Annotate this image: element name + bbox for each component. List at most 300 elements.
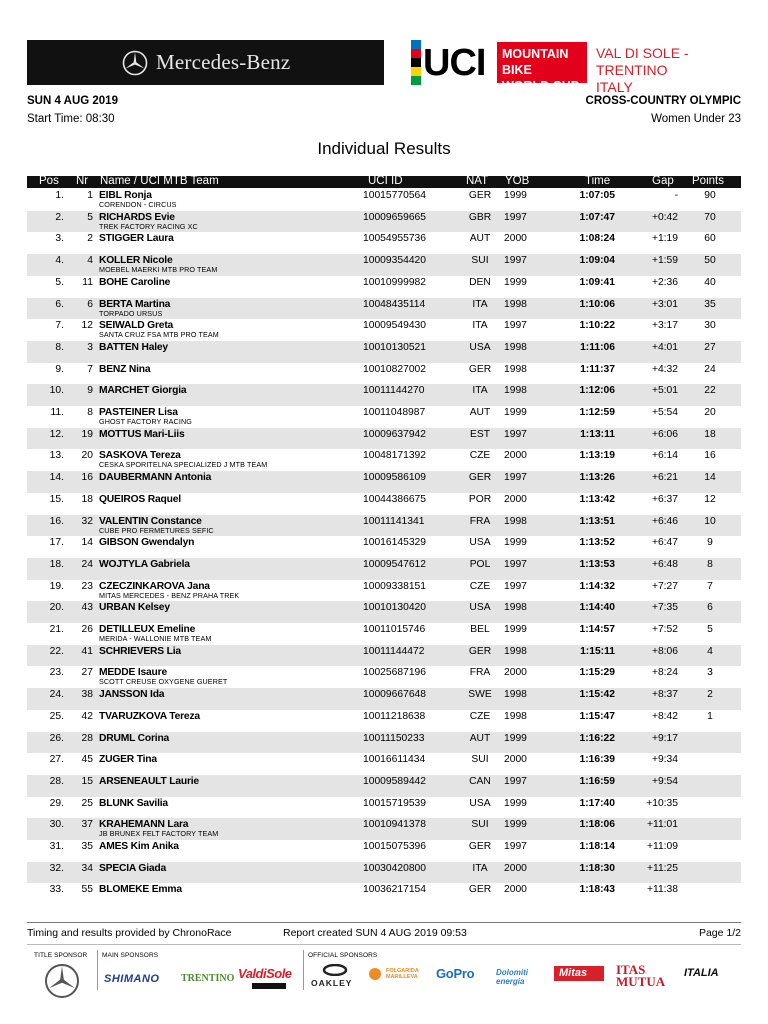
cell-uci-id: 10011141341 [363, 515, 425, 527]
cell-race-time: 1:12:59 [579, 407, 615, 418]
cell-nationality: AUT [469, 233, 491, 245]
cell-pos: 15. [49, 493, 64, 505]
table-row [27, 276, 741, 298]
cell-points: 18 [704, 428, 716, 440]
cell-nationality: GBR [468, 211, 492, 223]
cell-rider-name: DETILLEUX Emeline [99, 624, 196, 635]
cell-nationality: POR [468, 493, 492, 505]
cell-race-time: 1:15:47 [579, 710, 615, 722]
cell-rider-name: CZECZINKAROVA Jana [99, 580, 210, 592]
cell-pos: 5. [55, 276, 64, 288]
cell-uci-id: 10030420800 [363, 862, 426, 874]
cell-pos: 10. [49, 385, 64, 397]
cell-time-gap: +11:38 [646, 884, 678, 896]
cell-race-time: 1:18:30 [579, 862, 615, 874]
table-row [27, 493, 741, 515]
cell-rider-name: KOLLER Nicole [99, 255, 173, 267]
cell-time-gap: +6:48 [651, 558, 678, 570]
cell-rider-name: BLUNK Savilia [99, 797, 168, 809]
col-time: Time [585, 175, 611, 187]
table-row [27, 298, 741, 320]
cell-nr: 15 [81, 775, 93, 787]
table-row [27, 732, 741, 754]
cell-nr: 45 [81, 754, 93, 766]
itas-logo: ITAS MUTUA [616, 962, 666, 989]
cell-year-of-birth: 1997 [504, 428, 527, 440]
cell-year-of-birth: 2000 [504, 233, 527, 245]
cell-pos: 9. [55, 363, 64, 375]
cell-uci-id: 10009338151 [363, 580, 426, 592]
cell-rider-name: ARSENEAULT Laurie [99, 775, 199, 787]
header-banner [27, 40, 741, 95]
cell-nationality: FRA [469, 667, 491, 679]
cell-points: 6 [707, 602, 713, 614]
cell-uci-id: 10048171392 [363, 450, 426, 462]
cell-pos: 7. [55, 320, 64, 332]
cell-rider-name: SASKOVA Tereza [99, 450, 181, 462]
cell-uci-id: 10011048987 [363, 407, 426, 418]
table-row [27, 254, 741, 276]
series-line-2: WORLD CUP [502, 79, 580, 93]
cell-nationality: GER [468, 190, 492, 201]
cell-nr: 2 [87, 233, 93, 245]
cell-rider-name: JANSSON Ida [99, 689, 165, 701]
cell-pos: 13. [49, 450, 64, 462]
cell-rider-name: ZUGER Tina [99, 754, 157, 766]
cell-uci-id: 10010130521 [363, 341, 426, 353]
cell-rider-name: BERTA Martina [99, 298, 171, 310]
cell-time-gap: +9:17 [651, 732, 678, 744]
venue [596, 45, 741, 96]
cell-pos: 1. [55, 190, 64, 201]
col-uci-id: UCI ID [368, 175, 403, 187]
cell-race-time: 1:13:51 [579, 515, 615, 527]
cell-pos: 20. [49, 602, 64, 614]
cell-uci-id: 10011015746 [363, 624, 426, 635]
cell-race-time: 1:14:32 [579, 580, 615, 592]
title-sponsor-label: TITLE SPONSOR [34, 952, 88, 959]
col-nr: Nr [76, 175, 89, 187]
cell-nr: 42 [81, 710, 93, 722]
cell-year-of-birth: 1999 [504, 407, 527, 418]
cell-rider-name: BLOMEKE Emma [99, 884, 182, 896]
oakley-ellipse-icon [322, 964, 348, 976]
table-row [27, 515, 741, 537]
cell-points: 30 [704, 320, 716, 332]
cell-pos: 25. [49, 710, 64, 722]
cell-nr: 8 [87, 407, 93, 418]
cell-uci-id: 10011150233 [363, 732, 425, 744]
cell-rider-name: TVARUZKOVA Tereza [99, 710, 200, 722]
cell-rider-team: JB BRUNEX FELT FACTORY TEAM [99, 829, 219, 839]
series-line-1: MOUNTAIN BIKE [502, 47, 569, 77]
cell-points: 4 [707, 645, 713, 657]
cell-rider-name: MEDDE Isaure [99, 667, 167, 679]
cell-time-gap: +7:52 [651, 624, 678, 635]
cell-points: 2 [707, 689, 713, 701]
sponsor-separator [97, 950, 98, 990]
mercedes-logo [27, 50, 382, 76]
cell-points: 9 [707, 537, 713, 549]
cell-time-gap: +10:35 [646, 797, 678, 809]
cell-time-gap: +7:27 [651, 580, 678, 592]
cell-race-time: 1:13:19 [579, 450, 615, 462]
cell-nationality: ITA [472, 862, 488, 874]
cell-rider-name: RICHARDS Evie [99, 211, 175, 223]
cell-points: 70 [704, 211, 716, 223]
cell-time-gap: +8:37 [651, 689, 678, 701]
cell-uci-id: 10009659665 [363, 211, 426, 223]
mercedes-star-sponsor-icon [44, 963, 80, 999]
cell-nr: 35 [81, 841, 93, 852]
cell-race-time: 1:16:22 [579, 732, 615, 744]
cell-race-time: 1:09:04 [579, 255, 615, 267]
cell-nr: 32 [81, 515, 93, 527]
cell-race-time: 1:18:43 [579, 884, 615, 896]
cell-pos: 30. [49, 819, 64, 831]
cell-rider-team: CUBE PRO FERMETURES SEFIC [99, 525, 214, 535]
cell-year-of-birth: 1997 [504, 472, 527, 484]
cell-nationality: SUI [471, 819, 489, 831]
cell-year-of-birth: 1999 [504, 190, 527, 201]
cell-rider-name: BENZ Nina [99, 363, 151, 375]
cell-race-time: 1:09:41 [579, 276, 615, 288]
cell-nationality: GER [468, 363, 492, 375]
cell-race-time: 1:14:40 [579, 602, 615, 614]
cell-year-of-birth: 1999 [504, 797, 527, 809]
italia-logo: ITALIA [684, 967, 719, 979]
cell-year-of-birth: 1997 [504, 558, 527, 570]
table-row [27, 558, 741, 580]
cell-nr: 9 [87, 385, 93, 397]
cell-uci-id: 10016145329 [363, 537, 426, 549]
cell-nationality: USA [469, 602, 491, 614]
cell-nr: 3 [87, 341, 93, 353]
cell-nationality: USA [469, 341, 491, 353]
cell-nr: 55 [81, 884, 93, 896]
cell-time-gap: +4:32 [651, 363, 678, 375]
cell-year-of-birth: 1998 [504, 515, 527, 527]
cell-year-of-birth: 1997 [504, 841, 527, 852]
cell-year-of-birth: 2000 [504, 493, 527, 505]
cell-rider-name: VALENTIN Constance [99, 515, 202, 527]
cell-time-gap: +3:01 [651, 298, 678, 310]
cell-uci-id: 10011144472 [363, 645, 425, 657]
cell-uci-id: 10009667648 [363, 689, 426, 701]
table-row [27, 341, 741, 363]
cell-uci-id: 10009589442 [363, 775, 426, 787]
cell-time-gap: +6:37 [651, 493, 678, 505]
cell-year-of-birth: 2000 [504, 862, 527, 874]
cell-time-gap: +8:06 [651, 645, 678, 657]
cell-time-gap: +3:17 [651, 320, 678, 332]
cell-points: 50 [704, 255, 716, 267]
cell-uci-id: 10011144270 [363, 385, 425, 397]
cell-nationality: AUT [469, 407, 491, 418]
cell-rider-team: MITAS MERCEDES - BENZ PRAHA TREK [99, 590, 240, 600]
cell-rider-team: MERIDA - WALLONIE MTB TEAM [99, 634, 212, 643]
cell-nr: 16 [81, 472, 93, 484]
cell-nationality: FRA [469, 515, 491, 527]
cell-rider-name: SPECIA Giada [99, 862, 167, 874]
trentino-logo: TRENTINO [181, 973, 235, 984]
cell-pos: 33. [49, 884, 64, 896]
table-row [27, 753, 741, 775]
table-row [27, 775, 741, 797]
cell-time-gap: +11:01 [646, 819, 678, 831]
cell-year-of-birth: 2000 [504, 884, 527, 896]
cell-uci-id: 10025687196 [363, 667, 426, 679]
col-points: Points [692, 175, 724, 187]
cell-time-gap: +1:59 [651, 255, 678, 267]
cell-nationality: ITA [472, 320, 488, 332]
valdisole-bar [252, 983, 286, 989]
cell-time-gap: - [674, 190, 678, 201]
cell-year-of-birth: 2000 [504, 667, 527, 679]
table-row [27, 471, 741, 493]
main-sponsors-label: MAIN SPONSORS [102, 952, 159, 959]
cell-uci-id: 10010827002 [363, 363, 426, 375]
cell-pos: 19. [49, 580, 64, 592]
cell-points: 10 [704, 515, 716, 527]
cell-year-of-birth: 1998 [504, 602, 527, 614]
cell-race-time: 1:18:06 [579, 819, 615, 831]
cell-nr: 23 [81, 580, 93, 592]
table-row [27, 406, 741, 428]
cell-pos: 12. [49, 428, 64, 440]
cell-uci-id: 10009354420 [363, 255, 426, 267]
cell-rider-name: STIGGER Laura [99, 233, 174, 245]
cell-pos: 27. [49, 754, 64, 766]
cell-time-gap: +9:54 [651, 775, 678, 787]
cell-uci-id: 10015075396 [363, 841, 426, 852]
cell-rider-name: DAUBERMANN Antonia [99, 472, 212, 484]
cell-nr: 12 [81, 320, 93, 332]
cell-rider-name: DRUML Corina [99, 732, 170, 744]
valdisole-logo: ValdiSole [238, 966, 292, 981]
cell-nationality: CZE [469, 450, 491, 462]
timing-credit: Timing and results provided by ChronoRace [27, 927, 232, 939]
table-row [27, 319, 741, 341]
cell-nr: 4 [87, 255, 93, 267]
shimano-logo: SHIMANO [104, 973, 160, 985]
cell-race-time: 1:17:40 [579, 797, 615, 809]
table-row [27, 797, 741, 819]
col-pos: Pos [39, 175, 59, 187]
cell-points: 90 [704, 190, 716, 201]
cell-time-gap: +6:14 [651, 450, 678, 462]
cell-rider-name: WOJTYLA Gabriela [99, 558, 190, 570]
cell-pos: 24. [49, 689, 64, 701]
cell-race-time: 1:15:42 [579, 689, 615, 701]
cell-pos: 18. [49, 558, 64, 570]
cell-rider-team: SANTA CRUZ FSA MTB PRO TEAM [99, 330, 219, 340]
cell-nr: 14 [81, 537, 93, 549]
cell-nationality: GER [468, 841, 492, 852]
cell-year-of-birth: 1998 [504, 363, 527, 375]
cell-pos: 14. [49, 472, 64, 484]
cell-year-of-birth: 1998 [504, 385, 527, 397]
cell-rider-name: MARCHET Giorgia [99, 385, 187, 397]
cell-points: 16 [704, 450, 716, 462]
cell-uci-id: 10036217154 [363, 884, 426, 896]
table-row [27, 862, 741, 884]
table-row [27, 363, 741, 385]
cell-nr: 5 [87, 211, 93, 223]
cell-year-of-birth: 1999 [504, 537, 527, 549]
cell-nationality: SWE [468, 689, 492, 701]
cell-uci-id: 10016611434 [363, 754, 426, 766]
cell-uci-id: 10009637942 [363, 428, 426, 440]
cell-nationality: GER [468, 645, 492, 657]
cell-nationality: EST [469, 428, 491, 440]
table-row [27, 623, 741, 645]
cell-pos: 3. [55, 233, 64, 245]
cell-rider-team: CORENDON - CIRCUS [99, 200, 177, 209]
cell-race-time: 1:11:06 [580, 341, 615, 353]
mercedes-star-icon [122, 50, 148, 76]
cell-pos: 17. [49, 537, 64, 549]
cell-time-gap: +5:01 [651, 385, 678, 397]
table-row [27, 211, 741, 233]
cell-nr: 11 [82, 276, 93, 288]
cell-nationality: GER [468, 884, 492, 896]
table-row [27, 428, 741, 450]
cell-time-gap: +2:36 [651, 276, 678, 288]
cell-rider-team: MOEBEL MAERKI MTB PRO TEAM [99, 265, 218, 275]
cell-time-gap: +0:42 [651, 211, 678, 223]
table-row [27, 601, 741, 623]
cell-time-gap: +4:01 [651, 341, 678, 353]
cell-race-time: 1:14:57 [579, 624, 615, 635]
mitas-logo: Mitas [559, 967, 588, 979]
cell-nationality: AUT [469, 732, 491, 744]
cell-pos: 28. [49, 775, 64, 787]
cell-year-of-birth: 1997 [504, 255, 527, 267]
cell-pos: 2. [55, 211, 64, 223]
cell-pos: 31. [49, 841, 64, 852]
cell-nr: 6 [87, 298, 93, 310]
cell-nr: 41 [81, 645, 93, 657]
folgarida-flower-icon [368, 967, 382, 981]
cell-pos: 22. [49, 645, 64, 657]
cell-uci-id: 10011218638 [363, 710, 426, 722]
cell-nationality: POL [469, 558, 491, 570]
cell-nr: 19 [81, 428, 93, 440]
cell-uci-id: 10009547612 [363, 558, 426, 570]
cell-nr: 7 [87, 363, 93, 375]
footer-divider [27, 922, 741, 923]
cell-rider-name: SCHRIEVERS Lia [99, 645, 181, 657]
table-row [27, 384, 741, 406]
cell-nationality: SUI [471, 754, 489, 766]
page-number: Page 1/2 [698, 927, 741, 939]
cell-rider-name: QUEIROS Raquel [99, 493, 181, 505]
cell-year-of-birth: 1998 [504, 645, 527, 657]
cell-pos: 4. [55, 255, 64, 267]
cell-nr: 37 [81, 819, 93, 831]
cell-race-time: 1:10:22 [579, 320, 615, 332]
cell-pos: 11. [50, 407, 64, 418]
cell-uci-id: 10010999982 [363, 276, 426, 288]
cell-nr: 24 [81, 558, 93, 570]
dolomiti-logo: Dolomiti energia [496, 968, 528, 986]
cell-nationality: CZE [469, 710, 491, 722]
cell-year-of-birth: 1999 [504, 819, 527, 831]
table-row [27, 232, 741, 254]
uci-logo-box [384, 40, 741, 95]
race-date: SUN 4 AUG 2019 [27, 95, 118, 107]
cell-race-time: 1:18:14 [579, 841, 615, 852]
cell-points: 35 [704, 298, 716, 310]
cell-rider-name: KRAHEMANN Lara [99, 819, 189, 831]
cell-time-gap: +5:54 [651, 407, 678, 418]
page-title: Individual Results [317, 139, 451, 158]
cell-rider-team: TORPADO URSUS [99, 308, 163, 318]
cell-time-gap: +7:35 [651, 602, 678, 614]
cell-time-gap: +9:34 [651, 754, 678, 766]
cell-race-time: 1:16:59 [579, 775, 615, 787]
world-cup-badge [497, 42, 587, 93]
cell-points: 20 [704, 407, 716, 418]
cell-rider-name: GIBSON Gwendalyn [99, 537, 195, 549]
venue-line-1: VAL DI SOLE - TRENTINO [596, 45, 689, 78]
sponsor-divider [27, 944, 741, 945]
cell-race-time: 1:11:37 [580, 363, 615, 375]
cell-nr: 38 [81, 689, 93, 701]
cell-nr: 20 [81, 450, 93, 462]
cell-nr: 28 [81, 732, 93, 744]
cell-time-gap: +11:25 [646, 862, 678, 874]
cell-uci-id: 10044386675 [363, 493, 426, 505]
oakley-logo: OAKLEY [311, 978, 353, 988]
cell-pos: 16. [49, 515, 64, 527]
cell-year-of-birth: 1998 [504, 298, 527, 310]
col-gap: Gap [652, 175, 674, 187]
cell-race-time: 1:13:42 [579, 493, 615, 505]
cell-points: 60 [704, 233, 716, 245]
cell-nationality: BEL [470, 624, 490, 635]
cell-points: 12 [704, 493, 716, 505]
cell-nr: 27 [81, 667, 93, 679]
cell-pos: 8. [55, 341, 64, 353]
cell-time-gap: +6:47 [651, 537, 678, 549]
cell-time-gap: +8:24 [651, 667, 678, 679]
cell-pos: 6. [55, 298, 64, 310]
cell-race-time: 1:13:26 [579, 472, 615, 484]
cell-uci-id: 10015719539 [363, 797, 426, 809]
table-row [27, 840, 741, 862]
col-yob: YOB [505, 175, 530, 187]
cell-race-time: 1:15:11 [580, 645, 615, 657]
venue-line-2: ITALY [596, 79, 633, 95]
cell-rider-name: BATTEN Haley [99, 341, 168, 353]
cell-year-of-birth: 1998 [504, 710, 527, 722]
cell-uci-id: 10009586109 [363, 472, 426, 484]
cell-uci-id: 10048435114 [363, 298, 426, 310]
cell-nationality: ITA [472, 385, 488, 397]
cell-points: 3 [707, 667, 713, 679]
cell-nationality: USA [469, 797, 491, 809]
cell-rider-name: MOTTUS Mari-Liis [99, 428, 185, 440]
cell-time-gap: +6:06 [651, 428, 678, 440]
cell-points: 27 [704, 341, 716, 353]
cell-uci-id: 10015770564 [363, 190, 426, 201]
cell-nr: 34 [81, 862, 93, 874]
cell-points: 1 [707, 710, 713, 722]
cell-time-gap: +6:21 [651, 472, 678, 484]
cell-year-of-birth: 2000 [504, 754, 527, 766]
